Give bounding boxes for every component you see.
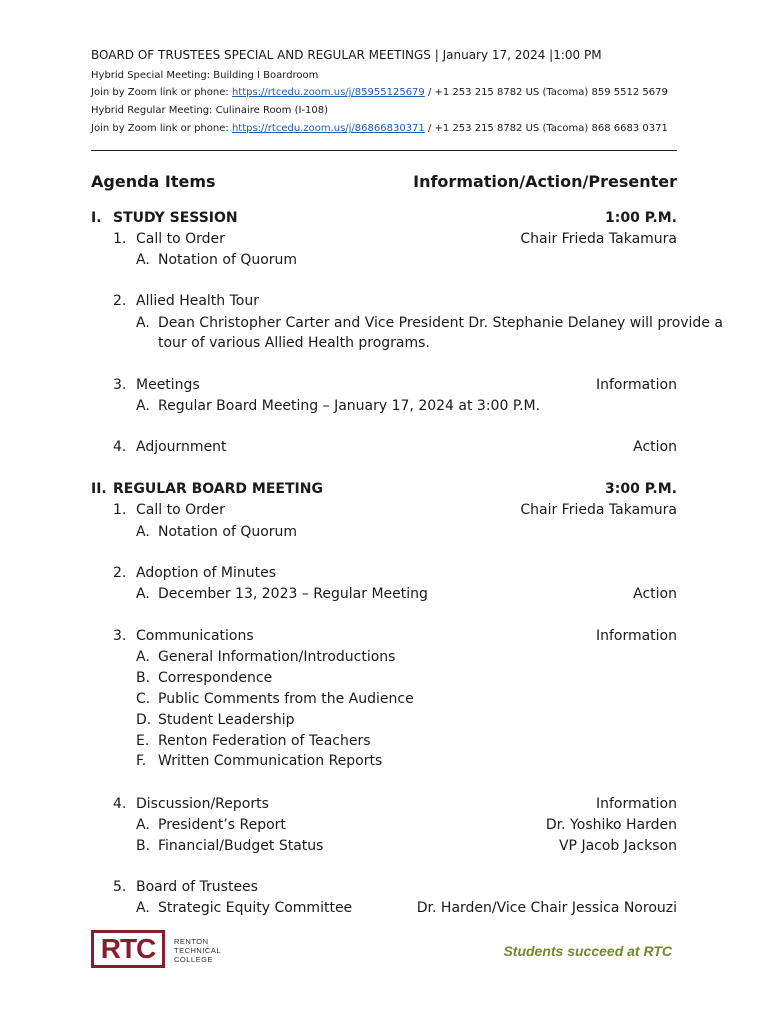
special-phone: / +1 253 215 8782 US (Tacoma) 859 5512 5679 (424, 87, 668, 98)
sub-letter: A. (136, 524, 150, 540)
section-2-numeral: II. (91, 481, 107, 497)
item-number: 2. (113, 565, 127, 581)
item-number: 5. (113, 879, 127, 895)
sub-presenter: VP Jacob Jackson (558, 838, 677, 854)
sub-letter: F. (136, 753, 147, 769)
sub-letter: A. (136, 900, 150, 916)
sub-notation-of-quorum: Notation of Quorum (158, 524, 298, 540)
sub-letter: A. (136, 649, 150, 665)
join-prefix: Join by Zoom link or phone: (91, 123, 232, 134)
item-number: 3. (113, 628, 127, 644)
logo-word: RENTON (174, 937, 209, 946)
regular-meeting-join-line (91, 123, 668, 134)
item-board-of-trustees: Board of Trustees (136, 879, 258, 895)
regular-meeting-location: Hybrid Regular Meeting: Culinaire Room (I-108) (91, 105, 329, 116)
sub-general-information: General Information/Introductions (158, 649, 396, 665)
item-type: Information (595, 377, 677, 393)
logo-word: COLLEGE (174, 955, 213, 964)
regular-zoom-link[interactable]: https://rtcedu.zoom.us/j/86866830371 (231, 123, 425, 134)
sub-student-leadership: Student Leadership (158, 712, 295, 728)
header-divider (91, 150, 677, 151)
section-1-title: STUDY SESSION (113, 210, 238, 226)
sub-letter: D. (136, 712, 152, 728)
sub-letter: B. (136, 838, 151, 854)
sub-presidents-report: President’s Report (158, 817, 286, 833)
sub-correspondence: Correspondence (158, 670, 273, 686)
item-type: Information (595, 628, 677, 644)
special-zoom-link[interactable]: https://rtcedu.zoom.us/j/85955125679 (231, 87, 425, 98)
agenda-items-heading: Agenda Items (91, 172, 216, 191)
item-adoption-of-minutes: Adoption of Minutes (136, 565, 276, 581)
section-1-numeral: I. (91, 210, 102, 226)
join-prefix: Join by Zoom link or phone: (91, 87, 232, 98)
section-2-title: REGULAR BOARD MEETING (113, 481, 323, 497)
special-meeting-join-line (91, 87, 668, 98)
item-type: Action (633, 439, 677, 455)
special-meeting-location: Hybrid Special Meeting: Building I Boardroom (91, 70, 319, 81)
sub-strategic-equity: Strategic Equity Committee (158, 900, 353, 916)
sub-letter: A. (136, 315, 150, 331)
sub-presenter: Dr. Yoshiko Harden (545, 817, 677, 833)
item-presenter: Chair Frieda Takamura (520, 502, 677, 518)
sub-presenter: Dr. Harden/Vice Chair Jessica Norouzi (416, 900, 677, 916)
regular-phone: / +1 253 215 8782 US (Tacoma) 868 6683 0371 (424, 123, 668, 134)
item-allied-health-tour: Allied Health Tour (136, 293, 259, 309)
sub-public-comments: Public Comments from the Audience (158, 691, 414, 707)
sub-letter: A. (136, 586, 150, 602)
item-discussion-reports: Discussion/Reports (136, 796, 269, 812)
item-communications: Communications (136, 628, 254, 644)
sub-notation-of-quorum: Notation of Quorum (158, 252, 298, 268)
sub-federation-of-teachers: Renton Federation of Teachers (158, 733, 371, 749)
sub-letter: A. (136, 398, 150, 414)
item-call-to-order: Call to Order (136, 231, 225, 247)
item-number: 1. (113, 231, 127, 247)
logo-wordmark (174, 937, 221, 964)
item-call-to-order: Call to Order (136, 502, 225, 518)
sub-type: Action (633, 586, 677, 602)
item-number: 3. (113, 377, 127, 393)
sub-letter: B. (136, 670, 151, 686)
sub-letter: A. (136, 817, 150, 833)
sub-tour-description-line-2: tour of various Allied Health programs. (158, 335, 430, 351)
item-meetings: Meetings (136, 377, 200, 393)
meeting-title: BOARD OF TRUSTEES SPECIAL AND REGULAR MEETINGS | January 17, 2024 |1:00 PM (91, 48, 602, 62)
section-2-time: 3:00 P.M. (605, 481, 677, 497)
logo-word: TECHNICAL (174, 946, 222, 955)
item-adjournment: Adjournment (136, 439, 227, 455)
rtc-logo: RTC (91, 930, 165, 968)
item-number: 2. (113, 293, 127, 309)
item-number: 1. (113, 502, 127, 518)
presenter-heading: Information/Action/Presenter (413, 172, 677, 191)
sub-budget-status: Financial/Budget Status (158, 838, 324, 854)
sub-tour-description-line-1: Dean Christopher Carter and Vice President Dr. Stephanie Delaney will provide a (158, 315, 723, 331)
section-1-time: 1:00 P.M. (605, 210, 677, 226)
sub-regular-board-meeting: Regular Board Meeting – January 17, 2024 at 3:00 P.M. (158, 398, 541, 414)
sub-letter: E. (136, 733, 150, 749)
sub-december-minutes: December 13, 2023 – Regular Meeting (158, 586, 428, 602)
item-presenter: Chair Frieda Takamura (520, 231, 677, 247)
sub-letter: C. (136, 691, 151, 707)
item-type: Information (595, 796, 677, 812)
sub-written-reports: Written Communication Reports (158, 753, 383, 769)
item-number: 4. (113, 439, 127, 455)
tagline: Students succeed at RTC (503, 943, 672, 959)
item-number: 4. (113, 796, 127, 812)
sub-letter: A. (136, 252, 150, 268)
